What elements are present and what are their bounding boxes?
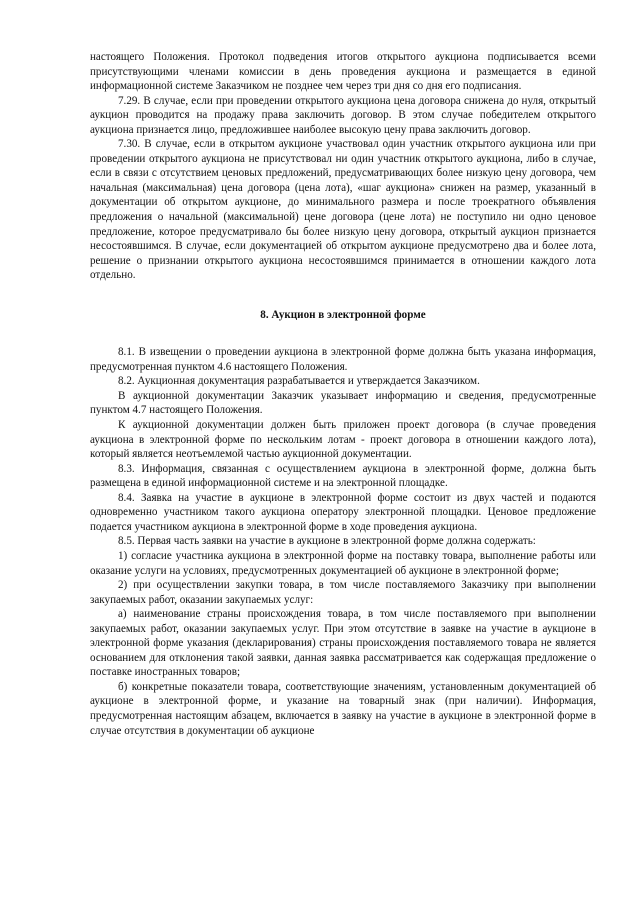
paragraph-8-2-draft: К аукционной документации должен быть приложен проект договора (в случае проведения аукциона в электронной форме по нескольким лотам - проект договора в отношении каждого лота), который является неотъемлемой частью аукционной документации. [90,419,596,461]
paragraph-8-1: 8.1. В извещении о проведении аукциона в электронной форме должна быть указана информация, предусмотренная пунктом 4.6 настоящего Положения. [90,346,596,373]
paragraph-8-4: 8.4. Заявка на участие в аукционе в электронной форме состоит из двух частей и подаются одновременно участником такого аукциона оператору электронной площадки. Ценовое предложение подается участником аукциона в электронной форме в ходе проведения аукциона. [90,491,596,533]
section-heading: 8. Аукцион в электронной форме [260,308,426,321]
paragraph-continuation: настоящего Положения. Протокол подведения итогов открытого аукциона подписывается всеми присутствующими членами комиссии в день проведения аукциона и размещается в единой информационной системе Заказчиком не позднее чем через три дня со дня его подписания. [90,51,596,93]
paragraph-8-2-info: В аукционной документации Заказчик указывает информацию и сведения, предусмотренные пунктом 4.7 настоящего Положения. [90,389,596,417]
paragraph-7-29: 7.29. В случае, если при проведении открытого аукциона цена договора снижена до нуля, открытый аукцион проводится на продажу права заключить договор. В этом случае победителем открытого аукциона признается лицо, предложившее наиболее высокую цену права заключить договор. [90,94,596,136]
sub-item-b: б) конкретные показатели товара, соответствующие значениям, установленным документацией об аукционе в электронной форме, и указание на товарный знак (при наличии). Информация, предусмотренная настоящим абзацем, включается в заявку на участие в аукционе в электронной форме в случае отсутствия в документации об аукционе [90,680,596,737]
paragraph-8-2: 8.2. Аукционная документация разрабатывается и утверждается Заказчиком. [118,375,480,388]
paragraph-8-5: 8.5. Первая часть заявки на участие в аукционе в электронной форме должна содержать: [118,535,536,548]
sub-item-a: а) наименование страны происхождения товара, в том числе поставляемого при выполнении закупаемых работ, оказании закупаемых услуг. При этом отсутствие в заявке на участие в аукционе в электронной форме указания (декларирования) страны происхождения поставляемого товара не является основанием для отклонения такой заявки, данная заявка рассматривается как содержащая предложение о поставке иностранных товаров; [90,608,596,679]
paragraph-8-3: 8.3. Информация, связанная с осуществлением аукциона в электронной форме, должна быть размещена в единой информационной системе и на электронной площадке. [90,462,596,490]
paragraph-7-30: 7.30. В случае, если в открытом аукционе участвовал один участник открытого аукциона или при проведении открытого аукциона не присутствовал ни один участник открытого аукциона, либо в случае, если в связи с отсутствием ценовых предложений, предусматривающих более низкую цену договора, чем начальная (максимальная) цена договора (цена лота), «шаг аукциона» снижен на размер, указанный в документации об открытом аукционе, до минимального размера и после троекратного объявления предложения о начальной (максимальной) цене договора (цене лота) не поступило ни одно ценовое предложение, которое предусматривало бы более низкую цену договора, открытый аукцион признается несостоявшимся. В случае, если документацией об открытом аукционе предусмотрено два и более лота, решение о признании открытого аукциона несостоявшимся принимается в отношении каждого лота отдельно. [90,138,596,282]
list-item-1: 1) согласие участника аукциона в электронной форме на поставку товара, выполнение работы или оказание услуги на условиях, предусмотренных документацией об аукционе в электронной форме; [90,549,596,577]
document-page [90,50,596,738]
list-item-2: 2) при осуществлении закупки товара, в том числе поставляемого Заказчику при выполнении закупаемых работ, оказании закупаемых услуг: [90,579,596,606]
